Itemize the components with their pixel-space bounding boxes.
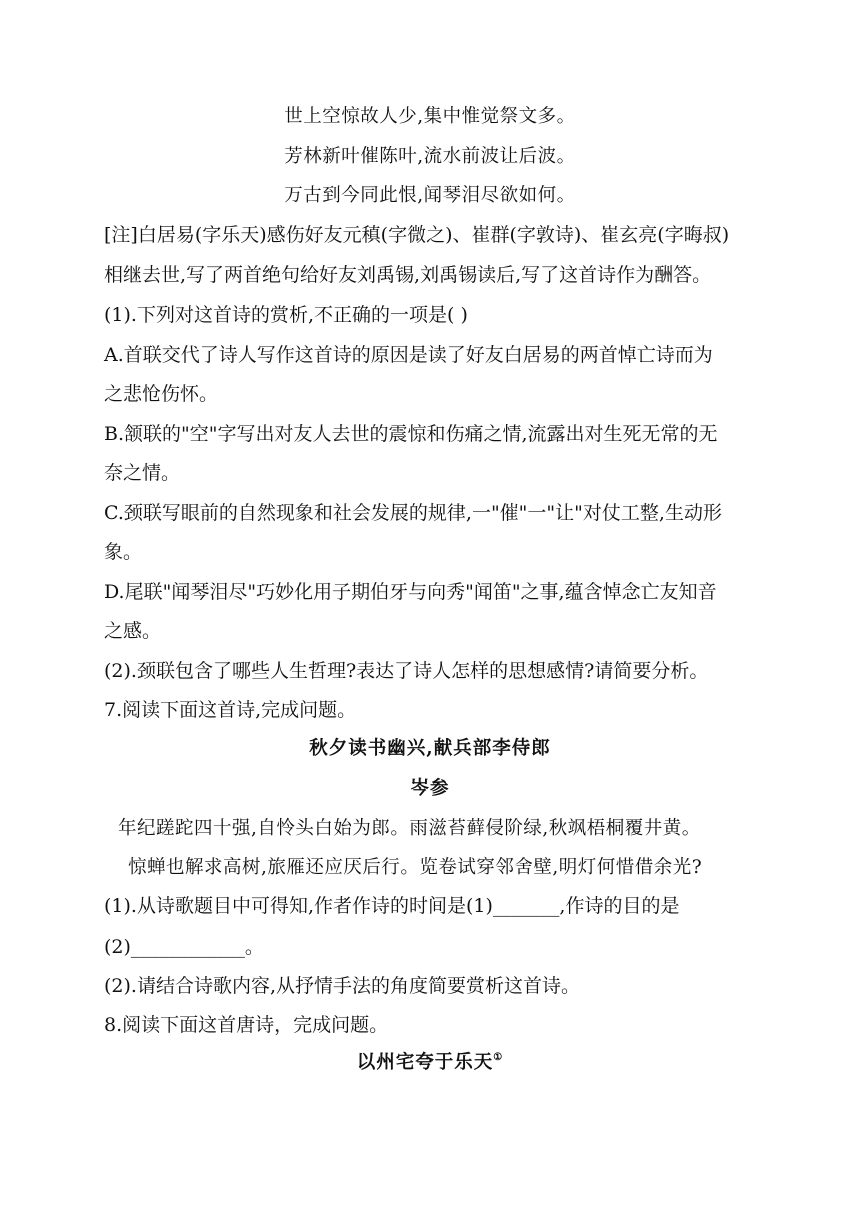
option-b-line-2: 奈之情。 (104, 462, 181, 484)
question-7-heading: 7.阅读下面这首诗,完成问题。 (104, 699, 357, 721)
option-b-line-1: B.颔联的"空"字写出对友人去世的震惊和伤痛之情,流露出对生死无常的无 (104, 423, 718, 445)
note-line-2: 相继去世,写了两首绝句给好友刘禹锡,刘禹锡读后,写了这首诗作为酬答。 (104, 264, 712, 286)
option-c-line-1: C.颈联写眼前的自然现象和社会发展的规律,一"催"一"让"对仗工整,生动形 (104, 502, 722, 524)
poem-2-author: 岑参 (410, 778, 450, 799)
poem-line-1: 世上空惊故人少,集中惟觉祭文多。 (284, 106, 576, 127)
option-a-line-2: 之悲怆伤怀。 (104, 383, 219, 405)
note-line-1: [注]白居易(字乐天)感伤好友元稹(字微之)、崔群(字敦诗)、崔玄亮(字晦叔) (104, 224, 730, 246)
question-7-1-line-1: (1).从诗歌题目中可得知,作者作诗的时间是(1)_______,作诗的目的是 (104, 895, 680, 917)
poem-line-2: 芳林新叶催陈叶,流水前波让后波。 (284, 146, 576, 167)
poem-2-line-2: 惊蝉也解求高树,旅雁还应厌后行。览卷试穿邻舍壁,明灯何惜借余光? (128, 857, 703, 878)
option-d-line-1: D.尾联"闻琴泪尽"巧妙化用子期伯牙与向秀"闻笛"之事,蕴含悼念亡友知音 (104, 581, 717, 603)
question-6-1: (1).下列对这首诗的赏析,不正确的一项是( ) (104, 304, 468, 326)
poem-2-title: 秋夕读书幽兴,献兵部李侍郎 (309, 738, 551, 759)
question-7-1-line-2: (2)____________。 (104, 936, 264, 958)
footnote-mark: ① (493, 1052, 504, 1063)
poem-2-line-1: 年纪蹉跎四十强,自怜头白始为郎。雨滋苔藓侵阶绿,秋飒梧桐覆井黄。 (118, 818, 701, 839)
poem-line-3: 万古到今同此恨,闻琴泪尽欲如何。 (284, 185, 576, 206)
poem-3-title-row (0, 1051, 860, 1075)
question-6-2: (2).颈联包含了哪些人生哲理?表达了诗人怎样的思想感情?请简要分析。 (104, 660, 709, 682)
question-8-heading: 8.阅读下面这首唐诗，完成问题。 (104, 1014, 389, 1036)
option-d-line-2: 之感。 (104, 620, 162, 642)
poem-3-title: 以州宅夸于乐天 (356, 1052, 494, 1073)
question-7-2: (2).请结合诗歌内容,从抒情手法的角度简要赏析这首诗。 (104, 975, 580, 997)
option-c-line-2: 象。 (104, 541, 143, 563)
option-a-line-1: A.首联交代了诗人写作这首诗的原因是读了好友白居易的两首悼亡诗而为 (104, 344, 713, 366)
